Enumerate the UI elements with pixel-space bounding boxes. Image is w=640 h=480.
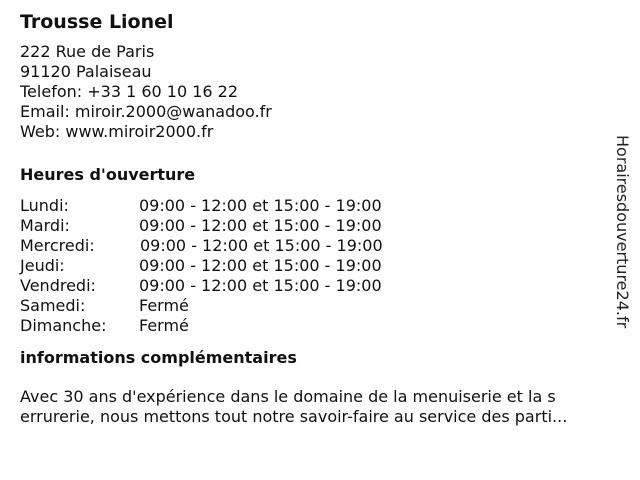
hours-row-friday [20,276,612,296]
website-address: Web: www.miroir2000.fr [20,122,214,141]
additional-info-line: errurerie, nous mettons tout notre savoir-faire au service des parti... [20,407,568,426]
day-label: Samedi: [20,296,86,315]
hours-row-monday [20,196,612,216]
day-label: Vendredi: [20,276,96,295]
day-hours: Fermé [139,296,189,315]
day-label: Dimanche: [20,316,107,335]
hours-row-saturday [20,296,612,316]
business-card [20,8,612,427]
hours-row-tuesday [20,216,612,236]
hours-row-sunday [20,316,612,336]
day-hours: Fermé [139,316,189,335]
additional-info-heading: informations complémentaires [20,348,297,367]
address-street: 222 Rue de Paris [20,42,155,61]
email-address: Email: miroir.2000@wanadoo.fr [20,102,272,121]
hours-row-wednesday [20,236,612,256]
day-hours: 09:00 - 12:00 et 15:00 - 19:00 [139,196,382,215]
day-label: Mardi: [20,216,70,235]
phone-number: Telefon: +33 1 60 10 16 22 [20,82,239,101]
opening-hours-table [20,196,612,336]
watermark-text: Horairesdouverture24.fr [613,135,632,329]
day-hours: 09:00 - 12:00 et 15:00 - 19:00 [139,276,382,295]
address-city: 91120 Palaiseau [20,62,152,81]
contact-block [20,42,612,142]
day-label: Jeudi: [20,256,65,275]
day-hours: 09:00 - 12:00 et 15:00 - 19:00 [139,256,382,275]
day-hours: 09:00 - 12:00 et 15:00 - 19:00 [139,216,382,235]
day-label: Lundi: [20,196,69,215]
day-hours: 09:00 - 12:00 et 15:00 - 19:00 [140,236,383,255]
opening-hours-heading: Heures d'ouverture [20,165,196,184]
hours-row-thursday [20,256,612,276]
additional-info-line: Avec 30 ans d'expérience dans le domaine de la menuiserie et la s [20,387,556,406]
additional-info-text [20,387,612,427]
day-label: Mercredi: [20,236,95,255]
business-name: Trousse Lionel [20,11,174,33]
